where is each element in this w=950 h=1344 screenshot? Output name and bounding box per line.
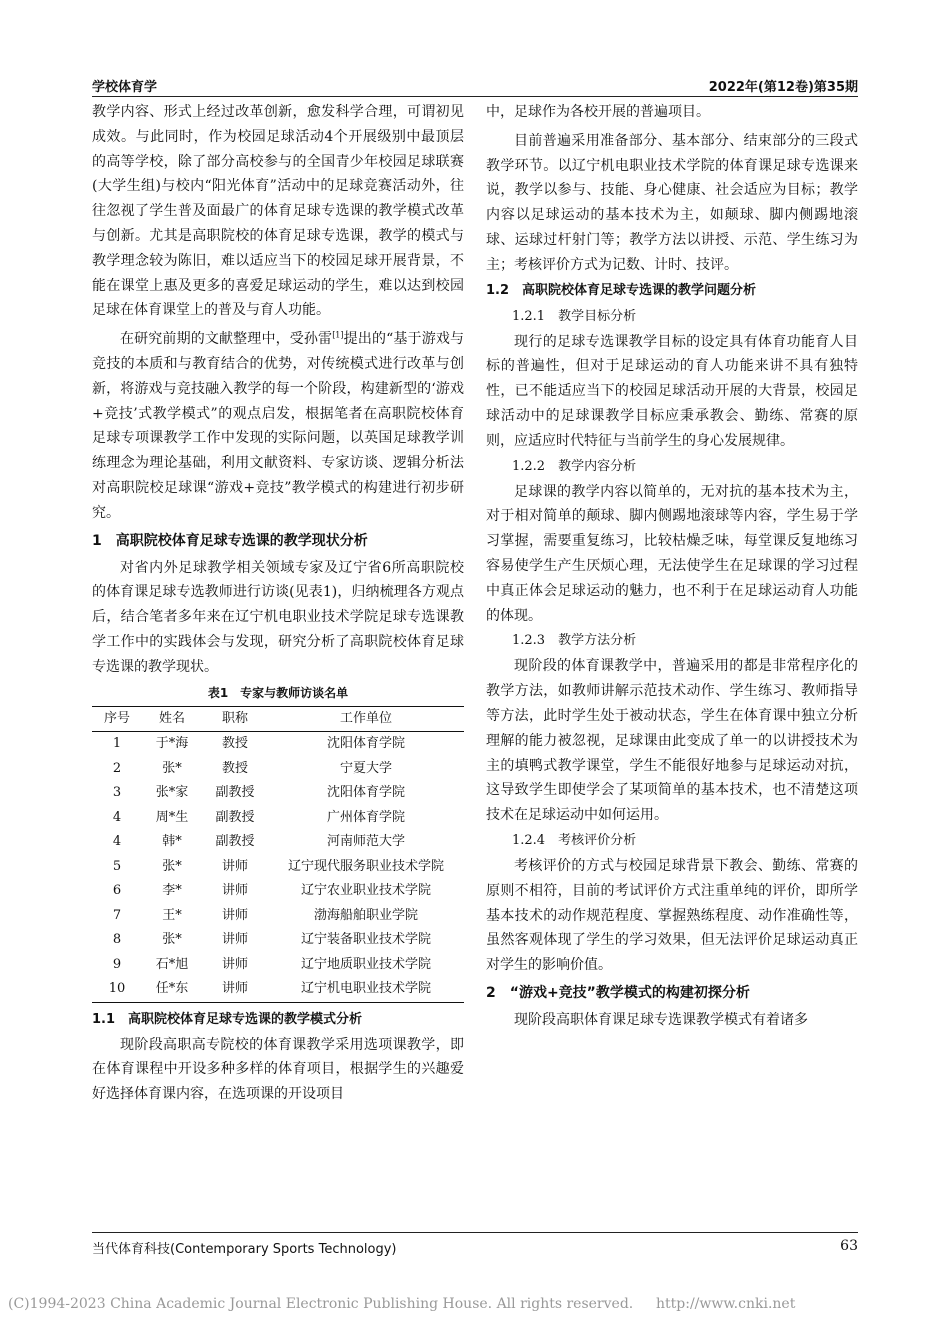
paragraph: 中，足球作为各校开展的普遍项目。	[486, 104, 710, 120]
table-row	[92, 830, 464, 855]
left-column	[92, 100, 464, 1228]
table-cell: 7	[112, 907, 122, 923]
table-cell: 宁夏大学	[339, 760, 392, 776]
table-cell: 1	[112, 736, 122, 752]
table-cell: 讲师	[221, 932, 248, 948]
table-header-cell: 序号	[103, 710, 130, 726]
table-cell: 讲师	[221, 858, 248, 874]
paragraph: 现阶段的体育课教学中，普遍采用的都是非常程序化的教学方法，如教师讲解示范技术动作、学生练习、教师指导等方法，此时学生处于被动状态，学生在体育课中独立分析理解的能力被忽视，足球课由此变成了单一的以讲授技术为主的填鸭式教学课堂，学生不能很好地参与足球运动对抗，这导致学生即使学会了某项简单的基本技术，也不清楚这项技术在足球运动中如何运用。	[486, 658, 858, 824]
table-header-cell: 职称	[221, 710, 248, 726]
table-cell: 辽宁装备职业技术学院	[300, 932, 431, 948]
subsubsection-heading-1-2-3: 1.2.3 教学方法分析	[512, 633, 637, 649]
table-cell: 张*	[162, 858, 182, 874]
paragraph: 考核评价的方式与校园足球背景下教会、勤练、常赛的原则不相符，目前的考试评价方式注重单纯的评价，即所学基本技术的动作规范程度、掌握熟练程度、动作准确性等，虽然客观体现了学生的学习效果，但无法评价足球运动真正对学生的影响价值。	[486, 857, 858, 974]
table-body	[92, 732, 464, 1003]
table-row	[92, 757, 464, 782]
table-cell: 辽宁农业职业技术学院	[300, 883, 431, 899]
table-cell: 讲师	[221, 907, 248, 923]
table-cell: 副教授	[215, 809, 255, 825]
table-cell: 沈阳体育学院	[326, 736, 405, 752]
footer-rule	[92, 1232, 858, 1233]
copyright-notice: (C)1994-2023 China Academic Journal Electronic Publishing House. All rights reserved.	[8, 1296, 634, 1312]
subsection-heading-1-1: 1.1 高职院校体育足球专选课的教学模式分析	[92, 1011, 363, 1027]
table-cell: 讲师	[221, 981, 248, 997]
table-cell: 渤海船舶职业学院	[313, 907, 418, 923]
table-cell: 5	[112, 858, 122, 874]
table-cell: 任*东	[155, 981, 189, 997]
table-cell: 广州体育学院	[326, 809, 405, 825]
section-heading-1: 1 高职院校体育足球专选课的教学现状分析	[92, 532, 368, 549]
subsubsection-heading-1-2-4: 1.2.4 考核评价分析	[512, 832, 637, 848]
paragraph: 现行的足球专选课教学目标的设定具有体育功能育人目标的普遍性，但对于足球运动的育人功能来讲不具有独特性，已不能适应当下的校园足球活动开展的大背景，校园足球活动中的足球课教学目标应秉承教会、勤练、常赛的原则，应适应时代特征与当前学生的身心发展规律。	[486, 333, 858, 449]
table-row	[92, 953, 464, 978]
subsubsection-heading-1-2-1: 1.2.1 教学目标分析	[512, 308, 637, 324]
table-row	[92, 977, 464, 1002]
table-cell: 副教授	[215, 785, 255, 801]
section-heading-2: 2 “游戏+竞技”教学模式的构建初探分析	[486, 984, 750, 1001]
running-header-issue: 2022年(第12卷)第35期	[708, 80, 858, 95]
table-row	[92, 928, 464, 953]
interview-table	[92, 706, 464, 1003]
paragraph: 足球课的教学内容以简单的，无对抗的基本技术为主，对于相对简单的颠球、脚内侧踢地滚球等内容，学生易于学习掌握，需要重复练习，比较枯燥乏味，每堂课反复地练习容易使学生产生厌烦心理，无法使学生在足球课的学习过程中真正体会足球运动的魅力，也不利于在足球运动育人功能的体现。	[486, 483, 858, 624]
paragraph: 对省内外足球教学相关领域专家及辽宁省6所高职院校的体育课足球专选教师进行访谈(见表1)，归纳梳理各方观点后，结合笔者多年来在辽宁机电职业技术学院足球专选课教学工作中的实践体会与发现，研究分析了高职院校体育足球专选课的教学现状。	[92, 559, 464, 675]
table-row	[92, 879, 464, 904]
table-row	[92, 732, 464, 757]
table-cell: 4	[112, 809, 122, 825]
table-cell: 辽宁地质职业技术学院	[300, 956, 431, 972]
footer-journal-name: 当代体育科技(Contemporary Sports Technology)	[92, 1242, 397, 1257]
subsubsection-heading-1-2-2: 1.2.2 教学内容分析	[512, 458, 637, 474]
table-cell: 讲师	[221, 956, 248, 972]
table-cell: 辽宁现代服务职业技术学院	[287, 858, 444, 874]
paragraph: 现阶段高职高专院校的体育课教学采用选项课教学，即在体育课程中开设多种多样的体育项目，根据学生的兴趣爱好选择体育课内容，在选项课的开设项目	[92, 1036, 464, 1103]
table-cell: 4	[112, 834, 122, 850]
table-row	[92, 904, 464, 929]
paragraph: 在研究前期的文献整理中，受孙雷[1]提出的“基于游戏与竞技的本质和与教育结合的优势，对传统模式进行改革与创新，将游戏与竞技融入教学的每一个阶段，构建新型的‘游戏+竞技’式教学模式”的观点启发，根据笔者在高职院校体育足球专项课教学工作中发现的实际问题，以英国足球教学训练理念为理论基础，利用文献资料、专家访谈、逻辑分析法对高职院校足球课“游戏+竞技”教学模式的构建进行初步研究。	[92, 330, 464, 521]
table-cell: 韩*	[162, 834, 182, 850]
cnki-link[interactable]: http://www.cnki.net	[656, 1296, 796, 1312]
table-header-row	[92, 706, 464, 732]
table-cell: 8	[112, 932, 122, 948]
table-cell: 张*	[162, 760, 182, 776]
table-cell: 教授	[221, 760, 248, 776]
subsection-heading-1-2: 1.2 高职院校体育足球专选课的教学问题分析	[486, 282, 757, 298]
table-cell: 李*	[162, 883, 182, 899]
table-cell: 10	[108, 981, 126, 997]
table-cell: 9	[112, 956, 122, 972]
table-caption: 表1 专家与教师访谈名单	[207, 685, 349, 700]
table-cell: 6	[112, 883, 122, 899]
citation-ref[interactable]: [1]	[332, 330, 344, 340]
table-row	[92, 806, 464, 831]
table-cell: 3	[112, 785, 122, 801]
table-cell: 石*旭	[155, 956, 189, 972]
table-cell: 副教授	[215, 834, 255, 850]
paragraph: 目前普遍采用准备部分、基本部分、结束部分的三段式教学环节。以辽宁机电职业技术学院的体育课足球专选课来说，教学以参与、技能、身心健康、社会适应为目标；教学内容以足球运动的基本技术为主，如颠球、脚内侧踢地滚球、运球过杆射门等；教学方法以讲授、示范、学生练习为主；考核评价方式为记数、计时、技评。	[486, 132, 858, 273]
table-cell: 沈阳体育学院	[326, 785, 405, 801]
table-cell: 王*	[162, 907, 182, 923]
table-cell: 于*海	[155, 736, 189, 752]
table-cell: 河南师范大学	[326, 834, 405, 850]
page-number: 63	[840, 1238, 858, 1254]
table-header-cell: 姓名	[158, 710, 185, 726]
right-column	[486, 100, 858, 1228]
table-header-cell: 工作单位	[339, 710, 392, 726]
table-cell: 辽宁机电职业技术学院	[300, 981, 431, 997]
paragraph: 教学内容、形式上经过改革创新，愈发科学合理，可谓初见成效。与此同时，作为校园足球活动4个开展级别中最顶层的高等学校，除了部分高校参与的全国青少年校园足球联赛(大学生组)与校内“阳光体育”活动中的足球竞赛活动外，往往忽视了学生普及面最广的体育足球专选课的教学模式改革与创新。尤其是高职院校的体育足球专选课，教学的模式与教学理念较为陈旧，难以适应当下的校园足球开展背景，不能在课堂上惠及更多的喜爱足球运动的学生，难以达到校园足球在体育课堂上的普及与育人功能。	[92, 104, 464, 319]
table-cell: 张*	[162, 932, 182, 948]
table-row	[92, 855, 464, 880]
table-cell: 张*家	[155, 785, 189, 801]
paragraph: 现阶段高职体育课足球专选课教学模式有着诸多	[514, 1011, 808, 1028]
table-cell: 周*生	[155, 809, 189, 825]
header-rule	[92, 96, 858, 97]
table-cell: 2	[112, 760, 122, 776]
table-cell: 教授	[221, 736, 248, 752]
table-row	[92, 781, 464, 806]
table-cell: 讲师	[221, 883, 248, 899]
running-header-journal: 学校体育学	[92, 80, 158, 95]
